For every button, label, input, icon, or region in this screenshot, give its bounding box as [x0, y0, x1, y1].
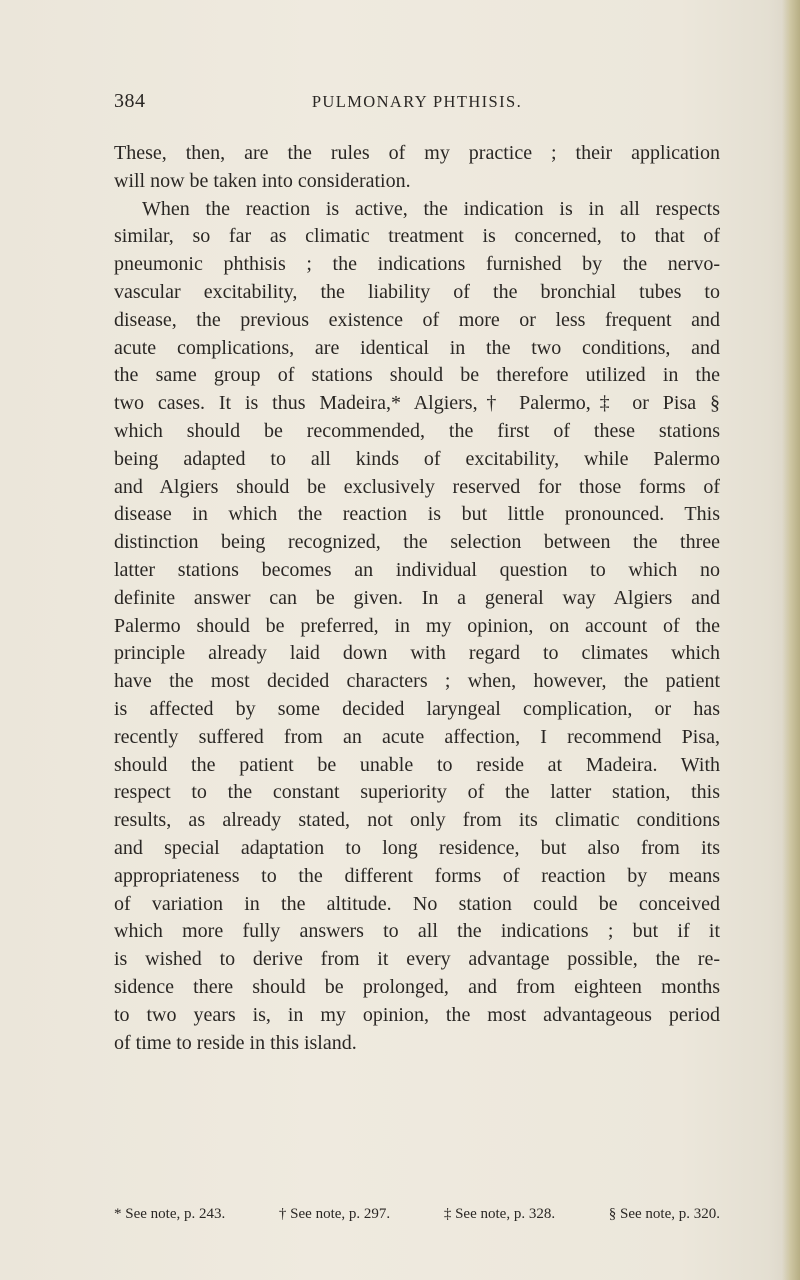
text-line: the same group of stations should be therefore utilized in the [114, 364, 720, 387]
footnote: * See note, p. 243. [114, 1206, 226, 1222]
text-line: vascular excitability, the liability of the bronchial tubes to [114, 280, 720, 303]
text-line: disease, the previous existence of more or less frequent and [114, 308, 720, 331]
text-line: will now be taken into consideration. [114, 169, 411, 192]
text-line: which should be recommended, the first of these stations [114, 419, 720, 442]
text-line: is affected by some decided laryngeal complication, or has [114, 697, 720, 720]
text-line: latter stations becomes an individual question to which no [114, 558, 720, 581]
page-header [114, 90, 720, 120]
text-line: being adapted to all kinds of excitability, while Palermo [114, 447, 720, 470]
text-line: respect to the constant superiority of the latter station, this [114, 781, 720, 804]
text-line: appropriateness to the different forms of reaction by means [114, 864, 720, 887]
text-line: of time to reside in this island. [114, 1031, 357, 1054]
text-line: distinction being recognized, the selection between the three [114, 531, 720, 554]
footnote: § See note, p. 320. [608, 1206, 720, 1222]
text-line: principle already laid down with regard to climates which [114, 642, 720, 665]
text-line: disease in which the reaction is but little pronounced. This [114, 503, 720, 526]
text-line: to two years is, in my opinion, the most advantageous period [114, 1003, 720, 1026]
footnotes [114, 1204, 720, 1224]
text-line: pneumonic phthisis ; the indications furnished by the nervo- [114, 253, 720, 276]
text-line: sidence there should be prolonged, and from eighteen months [114, 975, 720, 998]
text-line: Palermo should be preferred, in my opinion, on account of the [114, 614, 720, 637]
footnote: ‡ See note, p. 328. [443, 1206, 556, 1222]
text-line: When the reaction is active, the indication is in all respects [142, 197, 720, 220]
text-line: which more fully answers to all the indications ; but if it [114, 920, 720, 943]
footnote: † See note, p. 297. [278, 1206, 391, 1222]
text-line: have the most decided characters ; when, however, the patient [114, 670, 720, 693]
text-line: two cases. It is thus Madeira,* Algiers,† Palermo,‡ or Pisa § [114, 392, 720, 415]
running-title: PULMONARY PHTHISIS. [311, 92, 523, 111]
text-line: should the patient be unable to reside at Madeira. With [114, 753, 720, 776]
text-line: These, then, are the rules of my practice ; their application [114, 142, 720, 164]
text-line: acute complications, are identical in the two conditions, and [114, 336, 720, 359]
text-line: of variation in the altitude. No station could be conceived [114, 892, 720, 915]
text-line: and special adaptation to long residence, but also from its [114, 836, 720, 859]
text-line: definite answer can be given. In a general way Algiers and [114, 586, 720, 609]
text-line: recently suffered from an acute affection, I recommend Pisa, [114, 725, 720, 748]
body-text [114, 140, 720, 1057]
text-line: is wished to derive from it every advantage possible, the re- [114, 948, 720, 971]
page-number: 384 [114, 90, 146, 112]
text-line: similar, so far as climatic treatment is concerned, to that of [114, 225, 720, 248]
text-line: results, as already stated, not only from its climatic conditions [114, 809, 720, 832]
text-line: and Algiers should be exclusively reserved for those forms of [114, 475, 720, 498]
page-edge-shadow [782, 0, 800, 1280]
